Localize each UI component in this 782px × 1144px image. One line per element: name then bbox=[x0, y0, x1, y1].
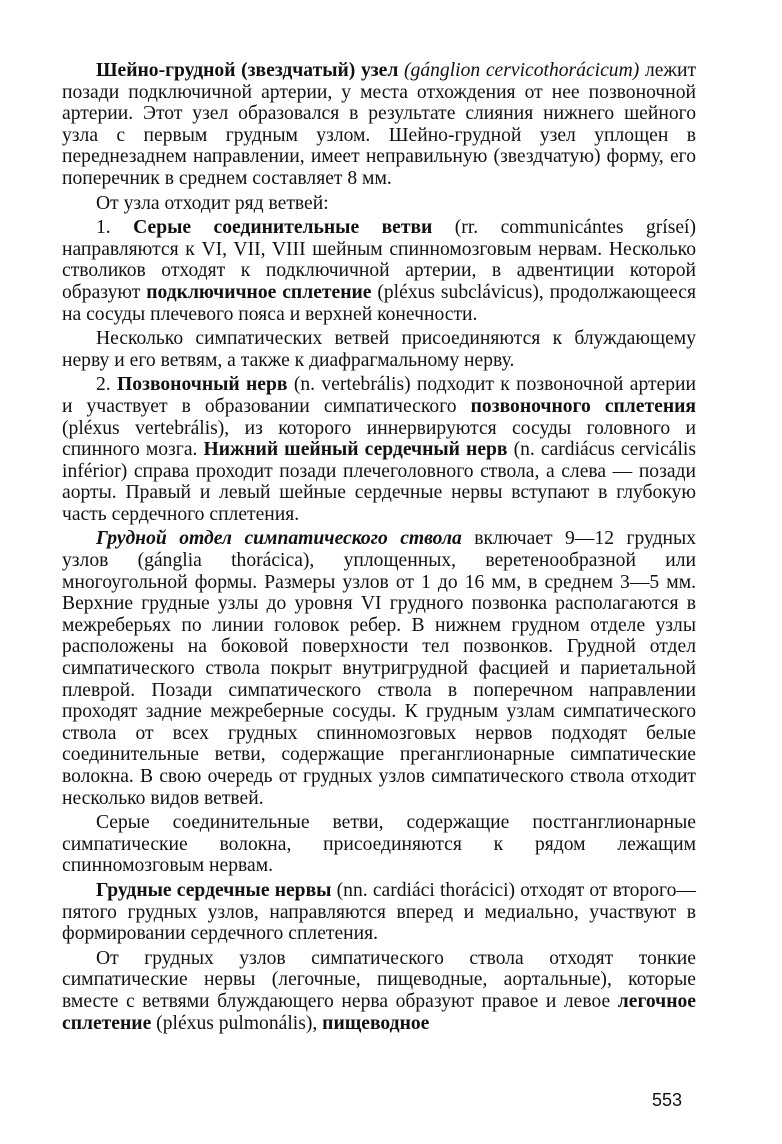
page-number: 553 bbox=[652, 1090, 683, 1110]
term-gray-rami: Серые соединительные ветви bbox=[133, 217, 433, 239]
paragraph-text: От грудных узлов симпатического ствола отходят тонкие симпатические нервы (легочные, пищеводные, аортальные), которые вместе с ветвями блуждающего нерва образуют правое и левое bbox=[62, 947, 696, 1012]
paragraph-gray-rami bbox=[62, 217, 696, 325]
paragraph-thoracic-cardiac-nerves bbox=[62, 880, 696, 945]
term-thoracic-trunk: Грудной отдел симпатического ствола bbox=[96, 528, 462, 550]
paragraph-vertebral-nerve bbox=[62, 374, 696, 525]
paragraph-text: (pléxus pulmonális), bbox=[151, 1012, 323, 1034]
paragraph-text: (n. vertebrális) подходит к позвоночной артерии и участвует в образовании симпатического bbox=[62, 374, 697, 417]
list-number: 1. bbox=[96, 217, 134, 239]
term-pulmonary-plexus: легочное сплетение bbox=[62, 990, 696, 1034]
paragraph-text: включает 9—12 грудных узлов (gánglia thorácica), уплощенных, веретенообразной или многоугольной формы. Размеры узлов от 1 до 16 мм, в среднем 3—5 мм. Верхние грудные узлы до уровня VI грудного позвонка располагаются в межреберьях по линии головок ребер. В нижнем грудном отделе узлы расположены на боковой поверхности тел позвонков. Грудной отдел симпатического ствола покрыт внутригрудной фасцией и париетальной плеврой. Позади симпатического ствола в поперечном направлении проходят задние межреберные сосуды. К грудным узлам симпатического ствола от всех грудных спинномозговых нервов подходят белые соединительные ветви, содержащие преганглионарные симпатические волокна. В свою очередь от грудных узлов симпатического ствола отходит несколько видов ветвей. bbox=[62, 528, 697, 809]
paragraph-thin-nerves bbox=[62, 948, 696, 1034]
list-number: 2. bbox=[96, 374, 118, 396]
term-subclavian-plexus: подключичное сплетение bbox=[146, 281, 372, 303]
paragraph-cervicothoracic-ganglion bbox=[62, 60, 696, 190]
paragraph-text: (nn. cardiáci thorácici) отходят от второго—пятого грудных узлов, направляются вперед и медиально, участвуют в формировании сердечного сплетения. bbox=[62, 879, 696, 945]
paragraph-thoracic-trunk bbox=[62, 528, 696, 809]
paragraph-text: (n. cardiácus cervicális inférior) справа проходит позади плечеголовного ствола, а слева — позади аорты. Правый и левый шейные сердечные нервы вступают в глубокую часть сердечного сплетения. bbox=[62, 439, 696, 525]
term-vertebral-nerve: Позвоночный нерв bbox=[117, 374, 288, 396]
paragraph-branches-intro bbox=[62, 193, 696, 215]
paragraph-text: От узла отходит ряд ветвей: bbox=[96, 192, 329, 214]
paragraph-vagus-branches bbox=[62, 328, 696, 371]
paragraph-text: Несколько симпатических ветвей присоединяются к блуждающему нерву и его ветвям, а также к диафрагмальному нерву. bbox=[62, 328, 696, 371]
paragraph-text: (rr. communicántes gríseí) направляются к VI, VII, VIII шейным спинномозговым нервам. Несколько стволиков отходят к подключичной артерии, в адвентиции которой образуют bbox=[62, 217, 696, 303]
body-text bbox=[62, 60, 696, 1034]
term-inferior-cardiac-nerve: Нижний шейный сердечный нерв bbox=[203, 439, 508, 461]
paragraph-text: Серые соединительные ветви, содержащие постганглионарные симпатические волокна, присоединяются к рядом лежащим спинномозговым нервам. bbox=[62, 812, 696, 877]
term-cervicothoracic-ganglion: Шейно-грудной (звездчатый) узел bbox=[96, 60, 399, 81]
paragraph-text: лежит позади подключичной артерии, у места отхождения от нее позвоночной артерии. Этот узел образовался в результате слияния нижнего шейного узла с первым грудным узлом. Шейно-грудной узел уплощен в переднезаднем направлении, имеет неправильную (звездчатую) форму, его поперечник в среднем составляет 8 мм. bbox=[62, 60, 697, 189]
paragraph-text: (pléxus subclávicus), продолжающееся на сосуды плечевого пояса и верхней конечности. bbox=[62, 281, 696, 325]
paragraph-gray-rami-thoracic bbox=[62, 812, 696, 877]
term-vertebral-plexus: позвоночного сплетения bbox=[470, 395, 696, 417]
term-esophageal: пищеводное bbox=[322, 1012, 430, 1034]
latin-term: (gánglion cervicothorácicum) bbox=[404, 60, 640, 81]
paragraph-text: (pléxus vertebrális), из которого иннервируются сосуды головного и спинного мозга. bbox=[62, 417, 696, 461]
term-thoracic-cardiac-nerves: Грудные сердечные нервы bbox=[96, 879, 332, 901]
